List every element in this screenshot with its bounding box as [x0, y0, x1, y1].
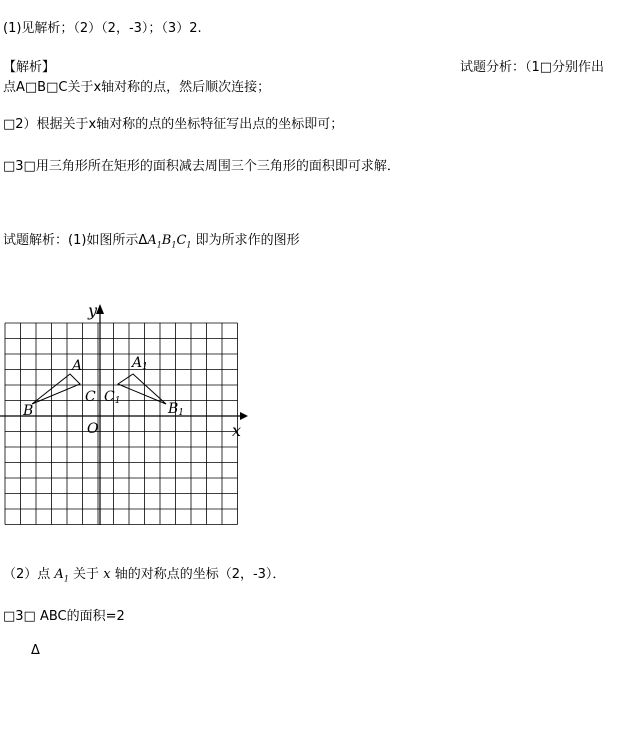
axis-label-y: y: [88, 301, 98, 320]
label-a: A: [72, 358, 83, 374]
solution-line2: [3, 567, 285, 588]
analysis-intro: 试题分析：（1□分别作出: [460, 60, 605, 75]
solution-line1: [3, 233, 300, 254]
analysis-step2: □2）根据关于x轴对称的点的坐标特征写出点的坐标即可；: [3, 117, 344, 132]
answer-line: (1)见解析；（2）（2，-3）；（3）2.: [3, 21, 202, 36]
area-line: □3□ ABC的面积=2: [3, 609, 125, 624]
label-a1: A1: [132, 355, 148, 372]
triangle-abc: [32, 374, 80, 404]
analysis-step3: □3□用三角形所在矩形的面积减去周围三个三角形的面积即可求解．: [3, 159, 400, 174]
x-variable: x: [103, 567, 111, 582]
axis-label-x: x: [232, 421, 242, 440]
part2-suffix: 轴的对称点的坐标（2，-3）．: [114, 567, 286, 582]
triangle-name: $A_1B_1C_1$: [147, 233, 192, 250]
point-a1: $A_1$: [54, 567, 69, 584]
part2-about: 关于: [73, 567, 100, 582]
y-axis-arrow: [96, 304, 104, 314]
analysis-heading: 【解析】: [3, 60, 56, 75]
x-axis-arrow: [240, 412, 248, 420]
label-b1: B1: [168, 401, 185, 418]
label-c: C: [85, 389, 96, 405]
solution-prefix: 试题解析：(1)如图所示Δ: [3, 233, 148, 248]
label-b: B: [23, 403, 34, 419]
triangle-a1b1c1: [118, 374, 166, 404]
part2-prefix: （2）点: [3, 567, 51, 582]
coordinate-grid-figure: [0, 300, 250, 530]
grid-lines: [5, 323, 238, 525]
delta-symbol: Δ: [31, 643, 40, 658]
analysis-step1: 点A□B□C关于x轴对称的点，然后顺次连接；: [3, 80, 271, 95]
origin-label: O: [87, 421, 99, 437]
solution-suffix: 即为所求作的图形: [195, 233, 300, 248]
label-c1: C1: [104, 389, 121, 406]
